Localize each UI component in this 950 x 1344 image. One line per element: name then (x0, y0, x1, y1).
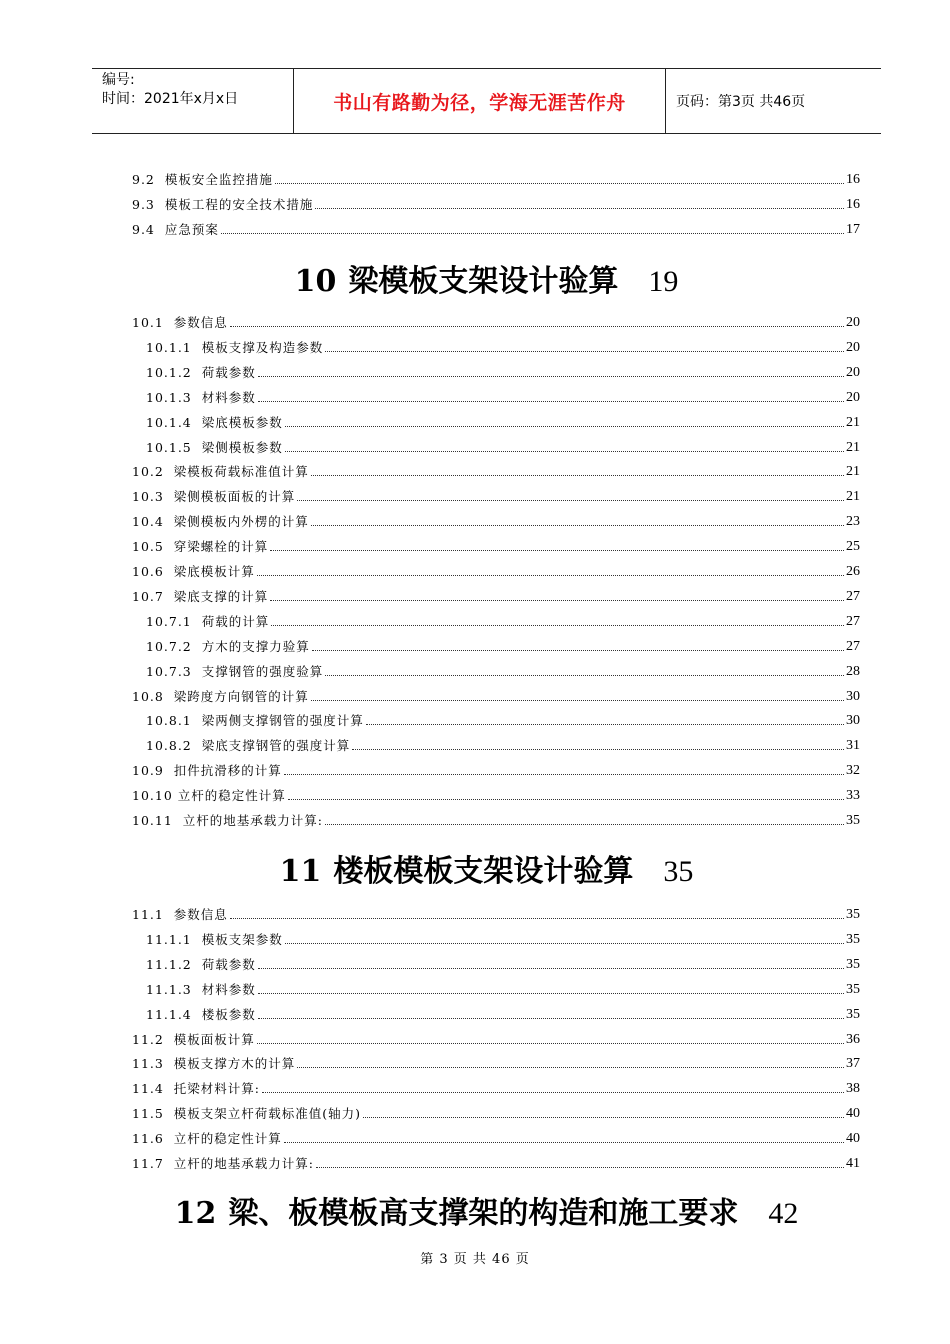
toc-entry-label: 10.5 穿梁螺栓的计算 (132, 539, 269, 555)
toc-entry-page: 35 (846, 813, 860, 828)
toc-entry[interactable] (146, 338, 860, 356)
page-footer: 第 3 页 共 46 页 (420, 1252, 530, 1267)
toc-leader-dots (258, 375, 844, 377)
toc-leader-dots (275, 182, 844, 184)
toc-entry[interactable] (132, 1054, 860, 1072)
toc-entry[interactable] (146, 363, 860, 381)
chapter-number: 11 (279, 854, 322, 889)
toc-entry-page: 21 (846, 489, 860, 505)
chapter-heading-12[interactable] (92, 1194, 881, 1234)
toc-leader-dots (311, 524, 844, 526)
toc-entry-label: 10.10 立杆的稳定性计算 (132, 788, 286, 804)
toc-entry-label: 10.8 梁跨度方向钢管的计算 (132, 688, 309, 704)
toc-leader-dots (257, 1042, 844, 1044)
toc-entry-label: 10.3 梁侧模板面板的计算 (132, 489, 296, 505)
toc-leader-dots (230, 325, 844, 327)
toc-entry-label: 10.6 梁底模板计算 (132, 564, 255, 579)
toc-entry-page: 38 (846, 1081, 860, 1097)
toc-entry-label: 11.1 参数信息 (132, 907, 228, 922)
toc-entry-label: 10.1.3 材料参数 (146, 389, 256, 405)
toc-entry[interactable] (146, 955, 860, 973)
toc-leader-dots (316, 1166, 844, 1168)
toc-entry-label: 10.7.3 支撑钢管的强度验算 (146, 663, 324, 679)
toc-entry-page: 20 (846, 364, 860, 380)
toc-entry-label: 10.1.2 荷载参数 (146, 364, 256, 380)
toc-entry-page: 36 (846, 1031, 860, 1047)
toc-entry[interactable] (132, 170, 860, 188)
toc-leader-dots (285, 942, 844, 944)
toc-leader-dots (258, 992, 844, 994)
toc-entry-label: 11.1.3 材料参数 (146, 981, 256, 997)
toc-entry-page: 21 (846, 464, 860, 480)
toc-leader-dots (297, 1066, 844, 1068)
chapter-title: 楼板模板支架设计验算 (333, 854, 634, 889)
toc-leader-dots (366, 723, 844, 725)
toc-leader-dots (221, 232, 844, 234)
toc-leader-dots (311, 699, 844, 701)
toc-entry-label: 9.4 应急预案 (132, 222, 219, 237)
toc-leader-dots (285, 450, 844, 452)
toc-entry[interactable] (146, 980, 860, 998)
toc-entry-label: 10.4 梁侧模板内外楞的计算 (132, 514, 309, 530)
toc-entry-page: 28 (846, 663, 860, 679)
toc-entry[interactable] (132, 313, 860, 331)
toc-leader-dots (284, 1141, 844, 1143)
toc-entry-label: 11.1.4 楼板参数 (146, 1006, 256, 1022)
toc-entry[interactable] (132, 562, 860, 580)
toc-entry[interactable] (132, 512, 860, 530)
toc-entry-page: 35 (846, 931, 860, 947)
toc-entry[interactable] (132, 1030, 860, 1048)
toc-entry-page: 26 (846, 564, 860, 579)
toc-entry[interactable] (132, 1104, 860, 1122)
toc-entry-label: 11.2 模板面板计算 (132, 1031, 255, 1047)
toc-entry-page: 27 (846, 588, 860, 604)
toc-entry-page: 37 (846, 1056, 860, 1072)
toc-leader-dots (315, 207, 844, 209)
header-page-cell (666, 69, 881, 133)
toc-entry[interactable] (132, 1129, 860, 1147)
chapter-title: 梁模板支架设计验算 (348, 264, 619, 299)
toc-entry-label: 10.9 扣件抗滑移的计算 (132, 763, 282, 779)
toc-entry-label: 10.1.4 梁底模板参数 (146, 414, 283, 430)
motto-text: 书山有路勤为径，学海无涯苦作舟 (333, 91, 626, 114)
toc-entry-label: 11.1.2 荷载参数 (146, 956, 256, 972)
toc-entry[interactable] (146, 736, 860, 754)
toc-leader-dots (258, 967, 844, 969)
toc-entry-page: 31 (846, 738, 860, 754)
toc-entry[interactable] (146, 413, 860, 431)
toc-entry[interactable] (132, 786, 860, 804)
chapter-heading-10[interactable] (92, 262, 881, 302)
toc-entry-label: 11.5 模板支架立杆荷载标准值(轴力) (132, 1106, 362, 1122)
toc-entry[interactable] (132, 587, 860, 605)
page-info: 页码：第3页 共46页 (676, 94, 806, 110)
toc-entry-label: 10.8.1 梁两侧支撑钢管的强度计算 (146, 713, 364, 729)
toc-entry-page: 21 (846, 439, 860, 455)
toc-entry[interactable] (132, 537, 860, 555)
toc-entry[interactable] (132, 1079, 860, 1097)
toc-entry-label: 11.1.1 模板支架参数 (146, 931, 283, 947)
toc-entry[interactable] (146, 662, 860, 680)
toc-entry-page: 35 (846, 981, 860, 997)
toc-entry-page: 20 (846, 339, 860, 355)
toc-leader-dots (363, 1116, 844, 1118)
toc-entry-page: 40 (846, 1106, 860, 1122)
toc-entry-page: 35 (846, 1006, 860, 1022)
toc-entry-label: 10.8.2 梁底支撑钢管的强度计算 (146, 738, 351, 754)
toc-leader-dots (258, 400, 844, 402)
toc-entry[interactable] (132, 687, 860, 705)
toc-entry-label: 10.7.2 方木的支撑力验算 (146, 638, 310, 654)
toc-entry-page: 20 (846, 315, 860, 330)
toc-entry-page: 32 (846, 763, 860, 779)
toc-entry-label: 9.3 模板工程的安全技术措施 (132, 197, 314, 212)
toc-leader-dots (325, 823, 844, 825)
toc-entry-label: 11.3 模板支撑方木的计算 (132, 1056, 296, 1072)
page-header (92, 68, 881, 134)
toc-entry-label: 9.2 模板安全监控措施 (132, 172, 273, 187)
toc-leader-dots (297, 499, 844, 501)
toc-entry[interactable] (146, 388, 860, 406)
toc-entry-page: 35 (846, 907, 860, 922)
toc-entry[interactable] (146, 930, 860, 948)
chapter-number: 12 (174, 1196, 217, 1231)
toc-entry-page: 35 (846, 956, 860, 972)
toc-entry-label: 10.7 梁底支撑的计算 (132, 588, 269, 604)
toc-leader-dots (284, 773, 844, 775)
toc-entry[interactable] (132, 462, 860, 480)
toc-entry[interactable] (146, 438, 860, 456)
toc-leader-dots (311, 474, 844, 476)
toc-entry-label: 11.7 立杆的地基承载力计算: (132, 1156, 314, 1171)
toc-entry-label: 11.4 托梁材料计算: (132, 1081, 260, 1097)
header-meta (92, 69, 293, 133)
toc-entry-page: 27 (846, 613, 860, 629)
toc-leader-dots (288, 798, 844, 800)
toc-entry-page: 21 (846, 414, 860, 430)
toc-leader-dots (262, 1091, 844, 1093)
toc-leader-dots (258, 1017, 844, 1019)
toc-entry-label: 10.1.5 梁侧模板参数 (146, 439, 283, 455)
time-label: 时间：2021年x月x日 (102, 91, 239, 107)
toc-entry[interactable] (132, 761, 860, 779)
toc-entry[interactable] (132, 195, 860, 213)
toc-leader-dots (312, 649, 844, 651)
chapter-number: 10 (294, 264, 337, 299)
toc-entry-label: 10.1 参数信息 (132, 315, 228, 330)
toc-entry[interactable] (132, 905, 860, 923)
toc-entry-page: 27 (846, 638, 860, 654)
toc-entry[interactable] (132, 220, 860, 238)
chapter-page: 19 (648, 265, 679, 298)
toc-entry[interactable] (146, 711, 860, 729)
toc-entry-page: 40 (846, 1131, 860, 1147)
header-motto-cell (293, 69, 666, 133)
toc-entry[interactable] (132, 811, 860, 829)
toc-entry[interactable] (132, 487, 860, 505)
toc-entry-page: 25 (846, 539, 860, 555)
chapter-page: 35 (663, 855, 694, 888)
toc-entry[interactable] (146, 637, 860, 655)
toc-leader-dots (270, 549, 844, 551)
toc-entry-page: 16 (846, 197, 860, 212)
toc-leader-dots (270, 599, 844, 601)
toc-entry-label: 10.1.1 模板支撑及构造参数 (146, 339, 324, 355)
toc-leader-dots (230, 917, 844, 919)
toc-entry-label: 10.7.1 荷载的计算 (146, 613, 270, 629)
code-label: 编号: (102, 72, 135, 88)
toc-leader-dots (325, 674, 844, 676)
toc-entry-page: 30 (846, 713, 860, 729)
chapter-title: 梁、板模板高支撑架的构造和施工要求 (228, 1196, 739, 1231)
toc-entry-page: 16 (846, 172, 860, 187)
toc-entry-page: 41 (846, 1156, 860, 1171)
toc-leader-dots (285, 425, 844, 427)
toc-leader-dots (352, 748, 844, 750)
toc-entry-label: 10.2 梁模板荷载标准值计算 (132, 464, 309, 480)
toc-leader-dots (271, 624, 844, 626)
toc-entry[interactable] (132, 1154, 860, 1172)
toc-entry-page: 33 (846, 788, 860, 804)
toc-entry[interactable] (146, 1005, 860, 1023)
toc-entry[interactable] (146, 612, 860, 630)
toc-entry-page: 23 (846, 514, 860, 530)
toc-entry-label: 10.11 立杆的地基承载力计算: (132, 813, 323, 828)
chapter-page: 42 (768, 1197, 799, 1230)
toc-leader-dots (257, 574, 844, 576)
toc-entry-page: 20 (846, 389, 860, 405)
toc-entry-label: 11.6 立杆的稳定性计算 (132, 1131, 282, 1147)
chapter-heading-11[interactable] (92, 852, 881, 892)
toc-entry-page: 30 (846, 688, 860, 704)
toc-leader-dots (325, 350, 844, 352)
toc-entry-page: 17 (846, 222, 860, 237)
